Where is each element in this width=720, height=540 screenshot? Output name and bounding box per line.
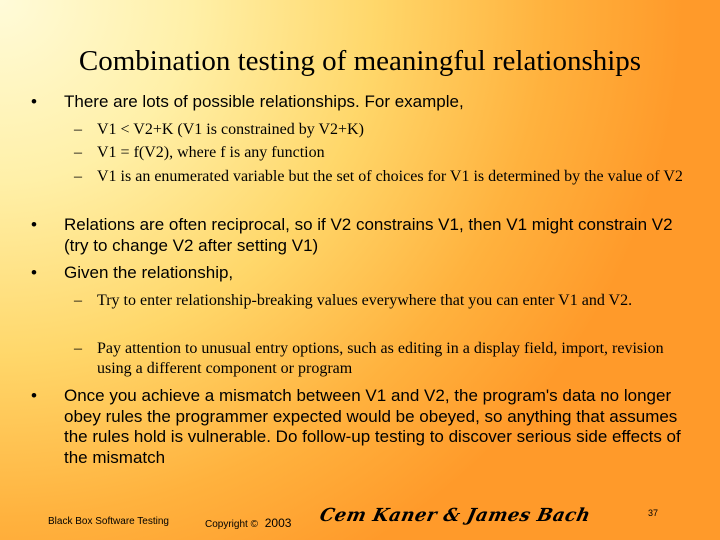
author-signature: Cem Kaner & James Bach <box>317 505 593 526</box>
sub-bullet-item <box>74 143 684 163</box>
page-number: 37 <box>648 508 659 518</box>
dash-marker: – <box>74 144 82 161</box>
dash-marker: – <box>74 168 82 185</box>
sub-bullet-text: V1 < V2+K (V1 is constrained by V2+K) <box>97 121 364 138</box>
bullet-text: Given the relationship, <box>64 263 234 282</box>
sub-bullet-item <box>74 291 684 311</box>
dash-marker: – <box>74 340 82 357</box>
copyright-year: 2003 <box>264 516 292 530</box>
bullet-text: Relations are often reciprocal, so if V2 constrains V1, then V1 might constrain V2 (try to change V2 after setting V1) <box>64 215 673 255</box>
sub-bullet-text: Pay attention to unusual entry options, such as editing in a display field, import, revision using a different component or program <box>97 340 664 377</box>
sub-bullet-text: Try to enter relationship-breaking values everywhere that you can enter V1 and V2. <box>97 292 633 309</box>
dash-marker: – <box>74 121 82 138</box>
bullet-text: Once you achieve a mismatch between V1 and V2, the program's data no longer obey rules the programmer expected would be obeyed, so anything that assumes the rules hold is vulnerable. Do follow-up testing to discover serious side effects of the mismatch <box>64 386 681 467</box>
sub-bullet-item <box>74 120 684 140</box>
sub-bullet-text: V1 = f(V2), where f is any function <box>97 144 325 161</box>
bullet-marker: • <box>31 215 37 234</box>
bullet-item <box>31 215 691 256</box>
bullet-item <box>31 386 691 468</box>
bullet-item <box>31 263 691 284</box>
footer-course: Black Box Software Testing <box>48 516 169 527</box>
sub-bullet-item <box>74 167 684 187</box>
footer-copyright <box>205 516 291 530</box>
bullet-marker: • <box>31 92 37 111</box>
bullet-marker: • <box>31 386 37 405</box>
sub-bullet-item <box>74 339 684 379</box>
copyright-label: Copyright © <box>205 519 258 530</box>
dash-marker: – <box>74 292 82 309</box>
sub-bullet-text: V1 is an enumerated variable but the set of choices for V1 is determined by the value of V2 <box>97 168 683 185</box>
bullet-text: There are lots of possible relationships. For example, <box>64 92 464 111</box>
bullet-marker: • <box>31 263 37 282</box>
bullet-item <box>31 92 691 113</box>
slide-title: Combination testing of meaningful relationships <box>78 45 642 77</box>
